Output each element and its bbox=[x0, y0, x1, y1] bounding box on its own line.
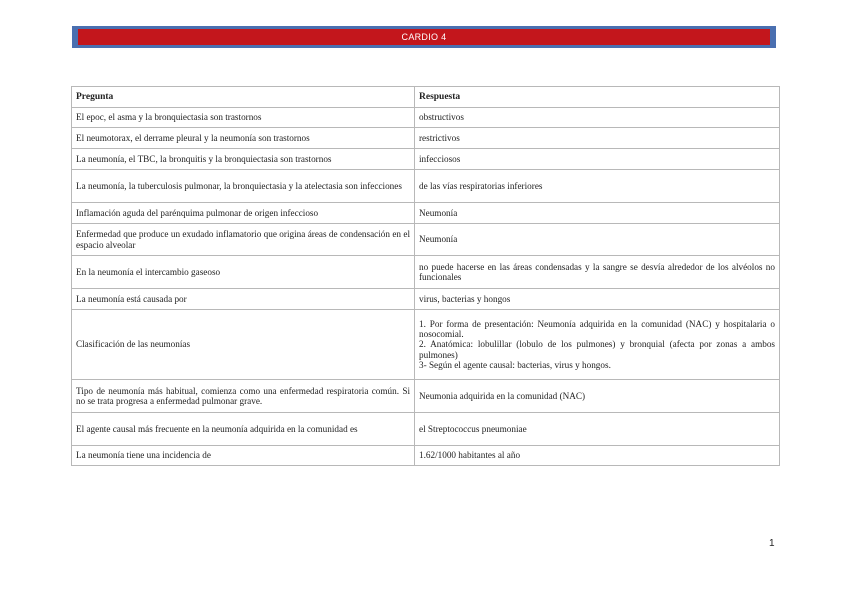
answer-cell bbox=[415, 289, 780, 310]
answer-text: Neumonía bbox=[419, 207, 458, 218]
question-cell: La neumonía está causada por bbox=[72, 289, 415, 310]
answer-cell bbox=[415, 108, 780, 128]
answer-text: de las vías respiratorias inferiores bbox=[419, 180, 543, 191]
answer-text: obstructivos bbox=[419, 112, 464, 123]
question-cell: Tipo de neumonía más habitual, comienza como una enfermedad respiratoria común. Si no se trata progresa a enfermedad pulmonar grave. bbox=[72, 380, 415, 413]
answer-text: Neumonía bbox=[419, 234, 458, 245]
column-header-question: Pregunta bbox=[72, 87, 415, 108]
question-cell: Enfermedad que produce un exudado inflamatorio que origina áreas de condensación en el espacio alveolar bbox=[72, 224, 415, 256]
header-title: CARDIO 4 bbox=[78, 29, 770, 45]
answer-cell bbox=[415, 170, 780, 203]
question-cell: La neumonía, el TBC, la bronquitis y la bronquiectasia son trastornos bbox=[72, 149, 415, 170]
question-cell: La neumonía tiene una incidencia de bbox=[72, 446, 415, 466]
table-row bbox=[72, 446, 780, 466]
question-cell: Inflamación aguda del parénquima pulmonar de origen infeccioso bbox=[72, 203, 415, 224]
table-header-row bbox=[72, 87, 780, 108]
table-row bbox=[72, 289, 780, 310]
answer-cell bbox=[415, 310, 780, 380]
answer-cell bbox=[415, 446, 780, 466]
answer-text: el Streptococcus pneumoniae bbox=[419, 423, 527, 434]
answer-cell bbox=[415, 380, 780, 413]
table-row bbox=[72, 380, 780, 413]
table-row bbox=[72, 170, 780, 203]
answer-text: Neumonia adquirida en la comunidad (NAC) bbox=[419, 390, 586, 401]
answer-cell bbox=[415, 224, 780, 256]
answer-text: 1. Por forma de presentación: Neumonía adquirida en la comunidad (NAC) y hospitalaria o nosocomial. bbox=[419, 318, 775, 340]
answer-text: restrictivos bbox=[419, 132, 460, 143]
table-row bbox=[72, 310, 780, 380]
table-row bbox=[72, 413, 780, 446]
table-row bbox=[72, 149, 780, 170]
column-header-answer: Respuesta bbox=[415, 87, 780, 108]
question-cell: Clasificación de las neumonías bbox=[72, 310, 415, 380]
answer-cell bbox=[415, 203, 780, 224]
table-row bbox=[72, 224, 780, 256]
question-cell: La neumonía, la tuberculosis pulmonar, la bronquiectasia y la atelectasia son infecciones bbox=[72, 170, 415, 203]
answer-text: 3- Según el agente causal: bacterias, virus y hongos. bbox=[419, 359, 611, 370]
answer-text: 1.62/1000 habitantes al año bbox=[419, 450, 521, 461]
page-number: 1 bbox=[769, 538, 775, 549]
answer-cell bbox=[415, 128, 780, 149]
qa-table bbox=[71, 86, 780, 466]
answer-text: 2. Anatómica: lobulillar (lobulo de los pulmones) y bronquial (afecta por zonas a ambos pulmones) bbox=[419, 339, 775, 360]
question-cell: El epoc, el asma y la bronquiectasia son trastornos bbox=[72, 108, 415, 128]
answer-cell bbox=[415, 413, 780, 446]
question-cell: El agente causal más frecuente en la neumonía adquirida en la comunidad es bbox=[72, 413, 415, 446]
table-row bbox=[72, 108, 780, 128]
table-row bbox=[72, 203, 780, 224]
question-cell: El neumotorax, el derrame pleural y la neumonía son trastornos bbox=[72, 128, 415, 149]
answer-cell bbox=[415, 149, 780, 170]
table-row bbox=[72, 256, 780, 289]
answer-text: infecciosos bbox=[419, 153, 461, 164]
answer-text: virus, bacterias y hongos bbox=[419, 293, 511, 304]
header-banner bbox=[72, 26, 776, 48]
answer-text: no puede hacerse en las áreas condensadas y la sangre se desvía alrededor de los alvéolos no funcionales bbox=[419, 261, 775, 282]
question-cell: En la neumonía el intercambio gaseoso bbox=[72, 256, 415, 289]
table-row bbox=[72, 128, 780, 149]
answer-cell bbox=[415, 256, 780, 289]
